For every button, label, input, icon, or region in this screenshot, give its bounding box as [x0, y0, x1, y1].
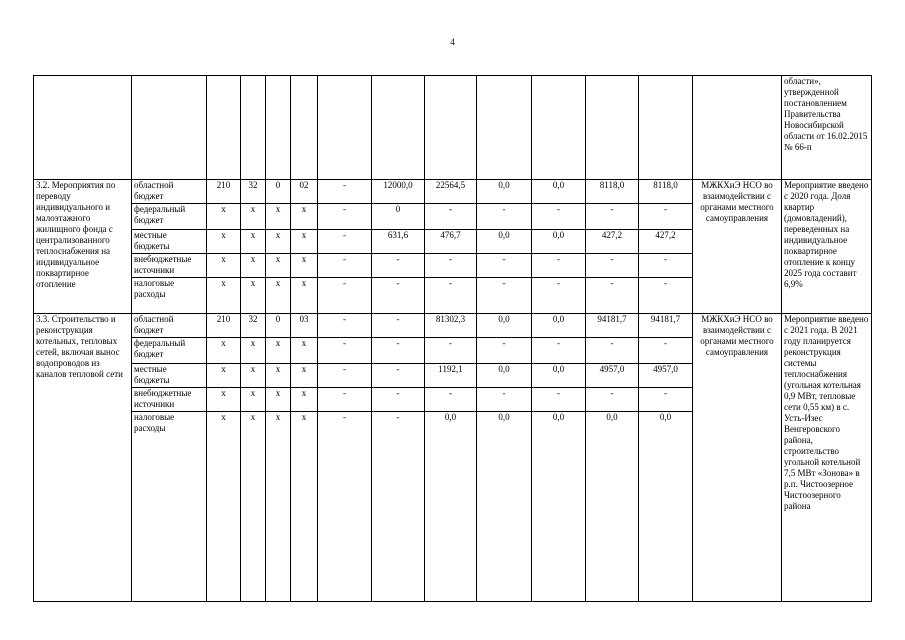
funding-source-cell: налоговые расходы: [132, 412, 207, 602]
value-cell: -: [586, 254, 639, 278]
value-cell: -: [639, 204, 693, 230]
table-row-continuation: [34, 76, 872, 180]
value-cell: -: [318, 230, 372, 254]
value-cell: -: [318, 204, 372, 230]
value-cell: 0: [266, 180, 291, 204]
value-cell: х: [207, 388, 241, 412]
value-cell: 210: [207, 314, 241, 338]
value-cell: х: [291, 204, 318, 230]
value-cell: 4957,0: [639, 364, 693, 388]
value-cell: -: [425, 278, 477, 314]
value-cell: х: [291, 364, 318, 388]
value-cell: х: [291, 412, 318, 602]
value-cell: 32: [241, 314, 266, 338]
funding-source-cell: налоговые расходы: [132, 278, 207, 314]
executor-cell: МЖКХиЭ НСО во взаимодействии с органами местного самоуправления: [693, 314, 782, 602]
value-cell: -: [425, 338, 477, 364]
value-cell: х: [207, 278, 241, 314]
value-cell: 631,6: [372, 230, 425, 254]
value-cell: 210: [207, 180, 241, 204]
value-cell: 03: [291, 314, 318, 338]
value-cell: 94181,7: [639, 314, 693, 338]
value-cell: х: [207, 204, 241, 230]
note-cell: области», утвержденной постановлением Правительства Новосибирской области от 16.02.2015 № 66-п: [782, 76, 872, 180]
funding-source-cell: внебюджетные источники: [132, 254, 207, 278]
value-cell: х: [241, 364, 266, 388]
value-cell: -: [477, 388, 532, 412]
measure-name-cell: 3.3. Строительство и реконструкция котельных, тепловых сетей, включая вынос водопроводов из каналов тепловой сети: [34, 314, 132, 602]
value-cell: -: [532, 254, 586, 278]
value-cell: х: [207, 364, 241, 388]
value-cell: -: [425, 388, 477, 412]
value-cell: -: [477, 278, 532, 314]
value-cell: 0: [372, 204, 425, 230]
empty-cell: [693, 76, 782, 180]
value-cell: х: [291, 388, 318, 412]
value-cell: -: [425, 204, 477, 230]
value-cell: -: [639, 338, 693, 364]
value-cell: х: [241, 388, 266, 412]
value-cell: 12000,0: [372, 180, 425, 204]
value-cell: 0,0: [532, 412, 586, 602]
empty-cell: [241, 76, 266, 180]
value-cell: 22564,5: [425, 180, 477, 204]
value-cell: 8118,0: [586, 180, 639, 204]
value-cell: -: [532, 388, 586, 412]
empty-cell: [639, 76, 693, 180]
value-cell: -: [318, 338, 372, 364]
value-cell: 81302,3: [425, 314, 477, 338]
value-cell: 0,0: [425, 412, 477, 602]
measures-table: [33, 75, 872, 602]
table-row: [34, 180, 872, 204]
value-cell: 0,0: [532, 230, 586, 254]
value-cell: х: [241, 278, 266, 314]
value-cell: -: [372, 338, 425, 364]
table-row: [34, 314, 872, 338]
value-cell: -: [372, 254, 425, 278]
value-cell: х: [207, 338, 241, 364]
empty-cell: [477, 76, 532, 180]
empty-cell: [266, 76, 291, 180]
value-cell: х: [207, 230, 241, 254]
value-cell: х: [291, 230, 318, 254]
value-cell: х: [241, 230, 266, 254]
value-cell: -: [586, 278, 639, 314]
measure-name-cell: 3.2. Мероприятия по переводу индивидуального и малоэтажного жилищного фонда с централизованного теплоснабжения на индивидуальное поквартирное отопление: [34, 180, 132, 314]
funding-source-cell: федеральный бюджет: [132, 204, 207, 230]
page-number: 4: [450, 37, 455, 47]
value-cell: 0,0: [639, 412, 693, 602]
value-cell: х: [241, 254, 266, 278]
value-cell: 0,0: [532, 314, 586, 338]
value-cell: -: [532, 338, 586, 364]
empty-cell: [132, 76, 207, 180]
value-cell: 8118,0: [639, 180, 693, 204]
value-cell: -: [372, 314, 425, 338]
empty-cell: [207, 76, 241, 180]
value-cell: х: [291, 338, 318, 364]
value-cell: 427,2: [586, 230, 639, 254]
value-cell: -: [532, 204, 586, 230]
value-cell: 0,0: [532, 364, 586, 388]
value-cell: х: [266, 278, 291, 314]
value-cell: х: [266, 412, 291, 602]
funding-source-cell: федеральный бюджет: [132, 338, 207, 364]
value-cell: -: [425, 254, 477, 278]
value-cell: 0: [266, 314, 291, 338]
value-cell: -: [639, 278, 693, 314]
note-cell: Мероприятие введено с 2021 года. В 2021 году планируется реконструкция системы теплоснабжения (угольная котельная 0,9 МВт, тепловые сети 0,55 км) в с. Усть-Изес Венгеровского района, строительство угольной котельной 7,5 МВт «Зонова» в р.п. Чистоозерное Чистоозерного района: [782, 314, 872, 602]
empty-cell: [34, 76, 132, 180]
value-cell: 0,0: [477, 230, 532, 254]
value-cell: -: [586, 338, 639, 364]
funding-source-cell: внебюджетные источники: [132, 388, 207, 412]
value-cell: 1192,1: [425, 364, 477, 388]
executor-cell: МЖКХиЭ НСО во взаимодействии с органами местного самоуправления: [693, 180, 782, 314]
value-cell: х: [266, 388, 291, 412]
empty-cell: [425, 76, 477, 180]
funding-source-cell: местные бюджеты: [132, 364, 207, 388]
value-cell: 0,0: [586, 412, 639, 602]
table-body: [34, 76, 872, 602]
value-cell: -: [477, 254, 532, 278]
value-cell: 4957,0: [586, 364, 639, 388]
value-cell: 0,0: [532, 180, 586, 204]
value-cell: -: [372, 364, 425, 388]
value-cell: х: [207, 412, 241, 602]
funding-source-cell: областной бюджет: [132, 314, 207, 338]
value-cell: х: [241, 204, 266, 230]
value-cell: -: [372, 412, 425, 602]
value-cell: 32: [241, 180, 266, 204]
value-cell: х: [266, 364, 291, 388]
empty-cell: [318, 76, 372, 180]
value-cell: х: [291, 278, 318, 314]
funding-source-cell: местные бюджеты: [132, 230, 207, 254]
value-cell: 476,7: [425, 230, 477, 254]
funding-source-cell: областной бюджет: [132, 180, 207, 204]
value-cell: -: [318, 278, 372, 314]
value-cell: х: [266, 254, 291, 278]
value-cell: -: [477, 338, 532, 364]
value-cell: 0,0: [477, 180, 532, 204]
empty-cell: [532, 76, 586, 180]
value-cell: х: [207, 254, 241, 278]
value-cell: х: [291, 254, 318, 278]
empty-cell: [372, 76, 425, 180]
value-cell: 0,0: [477, 364, 532, 388]
value-cell: -: [372, 278, 425, 314]
value-cell: х: [266, 338, 291, 364]
value-cell: 0,0: [477, 314, 532, 338]
value-cell: 0,0: [477, 412, 532, 602]
value-cell: 427,2: [639, 230, 693, 254]
value-cell: -: [318, 364, 372, 388]
value-cell: -: [318, 412, 372, 602]
value-cell: -: [639, 254, 693, 278]
empty-cell: [291, 76, 318, 180]
value-cell: -: [318, 254, 372, 278]
value-cell: -: [372, 388, 425, 412]
value-cell: -: [586, 204, 639, 230]
value-cell: х: [266, 204, 291, 230]
value-cell: 02: [291, 180, 318, 204]
value-cell: х: [241, 412, 266, 602]
value-cell: х: [266, 230, 291, 254]
value-cell: -: [318, 388, 372, 412]
value-cell: -: [477, 204, 532, 230]
value-cell: -: [318, 180, 372, 204]
value-cell: 94181,7: [586, 314, 639, 338]
value-cell: -: [532, 278, 586, 314]
empty-cell: [586, 76, 639, 180]
note-cell: Мероприятие введено с 2020 года. Доля квартир (домовладений), переведенных на индивидуальное поквартирное отопление к концу 2025 года составит 6,9%: [782, 180, 872, 314]
value-cell: -: [586, 388, 639, 412]
value-cell: х: [241, 338, 266, 364]
value-cell: -: [639, 388, 693, 412]
value-cell: -: [318, 314, 372, 338]
